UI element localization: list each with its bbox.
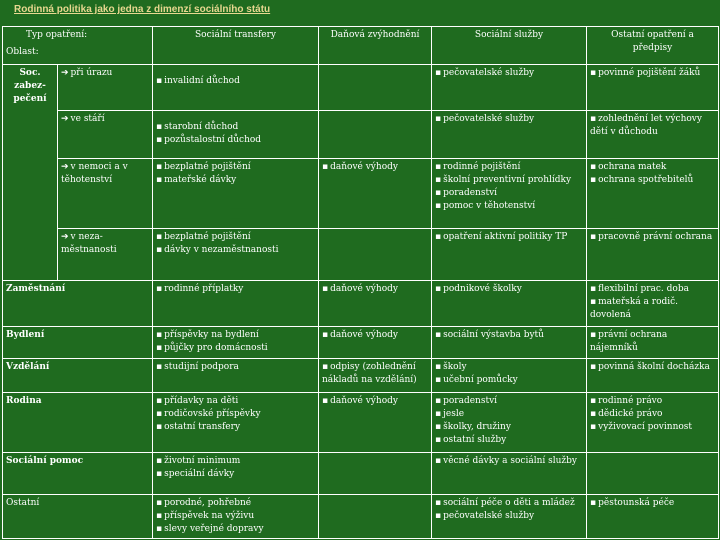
list-item: ▪ povinná školní docházka xyxy=(590,361,715,374)
cell-transfers xyxy=(153,327,319,359)
cell-other xyxy=(587,359,719,393)
list-item: ▪ příspěvek na výživu xyxy=(156,510,315,523)
cell-tax xyxy=(319,111,432,159)
row-vzdelani xyxy=(3,359,719,393)
cell-other xyxy=(587,159,719,229)
row-label: v neza-městnanosti xyxy=(61,232,117,255)
row-ostatni xyxy=(3,495,719,539)
cell-transfers xyxy=(153,453,319,495)
list-item: ▪ dávky v nezaměstnanosti xyxy=(156,244,315,257)
cell-transfers xyxy=(153,393,319,453)
cell-other xyxy=(587,281,719,327)
cell-tax xyxy=(319,359,432,393)
arrow-right-icon: ➔ xyxy=(61,68,69,78)
list-item: ▪ invalidní důchod xyxy=(156,75,315,88)
list-item: ▪ učební pomůcky xyxy=(435,374,583,387)
cell-tax xyxy=(319,495,432,539)
list-item: ▪ jesle xyxy=(435,408,583,421)
cell-transfers xyxy=(153,111,319,159)
list-item: ▪ zohlednění let výchovy dětí v důchodu xyxy=(590,113,715,139)
cell-services xyxy=(432,159,587,229)
list-item: ▪ školní preventivní prohlídky xyxy=(435,174,583,187)
cell-other xyxy=(587,453,719,495)
row-label: ve stáří xyxy=(70,114,105,124)
page-title: Rodinná politika jako jedna z dimenzí sociálního státu xyxy=(14,4,271,15)
list-item: ▪ pomoc v těhotenství xyxy=(435,200,583,213)
row-stari xyxy=(3,111,719,159)
list-item: ▪ rodinné příplatky xyxy=(156,283,315,296)
arrow-right-icon: ➔ xyxy=(61,114,69,124)
list-item: ▪ ostatní transfery xyxy=(156,421,315,434)
list-item: ▪ školky, družiny xyxy=(435,421,583,434)
cell-tax xyxy=(319,159,432,229)
list-item: ▪ bezplatné pojištění xyxy=(156,231,315,244)
row-label: Zaměstnání xyxy=(3,281,153,327)
policy-table xyxy=(2,26,719,539)
cell-services xyxy=(432,453,587,495)
list-item: ▪ pozůstalostní důchod xyxy=(156,134,315,147)
corner-area-label: Oblast: xyxy=(6,47,39,57)
row-label: Rodina xyxy=(3,393,153,453)
list-item: ▪ rodinné právo xyxy=(590,395,715,408)
cell-tax xyxy=(319,281,432,327)
row-label: při úrazu xyxy=(70,68,113,78)
list-item: ▪ rodičovské příspěvky xyxy=(156,408,315,421)
cell-tax xyxy=(319,327,432,359)
cell-transfers xyxy=(153,229,319,281)
list-item: ▪ školy xyxy=(435,361,583,374)
list-item: ▪ sociální výstavba bytů xyxy=(435,329,583,342)
header-transfers: Sociální transfery xyxy=(153,27,319,65)
cell-tax xyxy=(319,393,432,453)
row-label: Sociální pomoc xyxy=(3,453,153,495)
list-item: ▪ studijní podpora xyxy=(156,361,315,374)
list-item: ▪ podnikové školky xyxy=(435,283,583,296)
list-item: ▪ slevy veřejné dopravy xyxy=(156,523,315,536)
cell-other xyxy=(587,229,719,281)
cell-other xyxy=(587,393,719,453)
cell-other xyxy=(587,111,719,159)
list-item: ▪ daňové výhody xyxy=(322,161,428,174)
cell-services xyxy=(432,111,587,159)
list-item: ▪ pracovně právní ochrana xyxy=(590,231,715,244)
list-item: ▪ starobní důchod xyxy=(156,121,315,134)
list-item: ▪ rodinné pojištění xyxy=(435,161,583,174)
row-uraz xyxy=(3,65,719,111)
list-item: ▪ přídavky na děti xyxy=(156,395,315,408)
list-item: ▪ vyživovací povinnost xyxy=(590,421,715,434)
cell-transfers xyxy=(153,65,319,111)
row-label-cell xyxy=(58,159,153,229)
row-label-cell xyxy=(58,229,153,281)
list-item: ▪ mateřské dávky xyxy=(156,174,315,187)
list-item: ▪ poradenství xyxy=(435,187,583,200)
cell-tax xyxy=(319,65,432,111)
row-label: Bydlení xyxy=(3,327,153,359)
list-item: ▪ daňové výhody xyxy=(322,283,428,296)
row-bydleni xyxy=(3,327,719,359)
list-item: ▪ povinné pojištění žáků xyxy=(590,67,715,80)
cell-tax xyxy=(319,229,432,281)
cell-services xyxy=(432,393,587,453)
header-other: Ostatní opatření a předpisy xyxy=(587,27,719,65)
list-item: ▪ pečovatelské služby xyxy=(435,510,583,523)
list-item: ▪ životní minimum xyxy=(156,455,315,468)
cell-services xyxy=(432,229,587,281)
arrow-right-icon: ➔ xyxy=(61,162,69,172)
list-item: ▪ ochrana spotřebitelů xyxy=(590,174,715,187)
header-corner xyxy=(3,27,153,65)
list-item: ▪ ostatní služby xyxy=(435,434,583,447)
list-item: ▪ bezplatné pojištění xyxy=(156,161,315,174)
list-item: ▪ flexibilní prac. doba xyxy=(590,283,715,296)
cell-services xyxy=(432,359,587,393)
cell-services xyxy=(432,327,587,359)
cell-transfers xyxy=(153,495,319,539)
cell-services xyxy=(432,281,587,327)
list-item: ▪ právní ochrana nájemníků xyxy=(590,329,715,355)
cell-services xyxy=(432,495,587,539)
list-item: ▪ sociální péče o děti a mládež xyxy=(435,497,583,510)
cell-other xyxy=(587,495,719,539)
row-label-cell xyxy=(58,65,153,111)
cell-transfers xyxy=(153,159,319,229)
list-item: ▪ opatření aktivní politiky TP xyxy=(435,231,583,244)
list-item: ▪ půjčky pro domácnosti xyxy=(156,342,315,355)
list-item: ▪ věcné dávky a sociální služby xyxy=(435,455,583,468)
header-row xyxy=(3,27,719,65)
row-socialni-pomoc xyxy=(3,453,719,495)
list-item: ▪ pečovatelské služby xyxy=(435,67,583,80)
list-item: ▪ ochrana matek xyxy=(590,161,715,174)
list-item: ▪ daňové výhody xyxy=(322,329,428,342)
cell-transfers xyxy=(153,281,319,327)
list-item: ▪ mateřská a rodič. dovolená xyxy=(590,296,715,322)
arrow-right-icon: ➔ xyxy=(61,232,69,242)
list-item: ▪ porodné, pohřebné xyxy=(156,497,315,510)
list-item: ▪ pěstounská péče xyxy=(590,497,715,510)
list-item: ▪ poradenství xyxy=(435,395,583,408)
row-zamestnani xyxy=(3,281,719,327)
cell-services xyxy=(432,65,587,111)
row-label: v nemoci a v těhotenství xyxy=(61,162,128,185)
cell-other xyxy=(587,327,719,359)
header-services: Sociální služby xyxy=(432,27,587,65)
list-item: ▪ speciální dávky xyxy=(156,468,315,481)
row-label-cell xyxy=(58,111,153,159)
list-item: ▪ daňové výhody xyxy=(322,395,428,408)
row-rodina xyxy=(3,393,719,453)
list-item: ▪ odpisy (zohlednění nákladů na vzdělání) xyxy=(322,361,428,387)
cell-tax xyxy=(319,453,432,495)
cell-other xyxy=(587,65,719,111)
corner-type-label: Typ opatření: xyxy=(26,30,88,40)
row-nezam xyxy=(3,229,719,281)
row-label: Ostatní xyxy=(3,495,153,539)
row-nemoc xyxy=(3,159,719,229)
row-label: Vzdělání xyxy=(3,359,153,393)
list-item: ▪ pečovatelské služby xyxy=(435,113,583,126)
header-tax: Daňová zvýhodnění xyxy=(319,27,432,65)
soc-zabezpeceni-label: Soc. zabez-pečení xyxy=(3,65,58,281)
list-item: ▪ dědické právo xyxy=(590,408,715,421)
cell-transfers xyxy=(153,359,319,393)
list-item: ▪ příspěvky na bydlení xyxy=(156,329,315,342)
